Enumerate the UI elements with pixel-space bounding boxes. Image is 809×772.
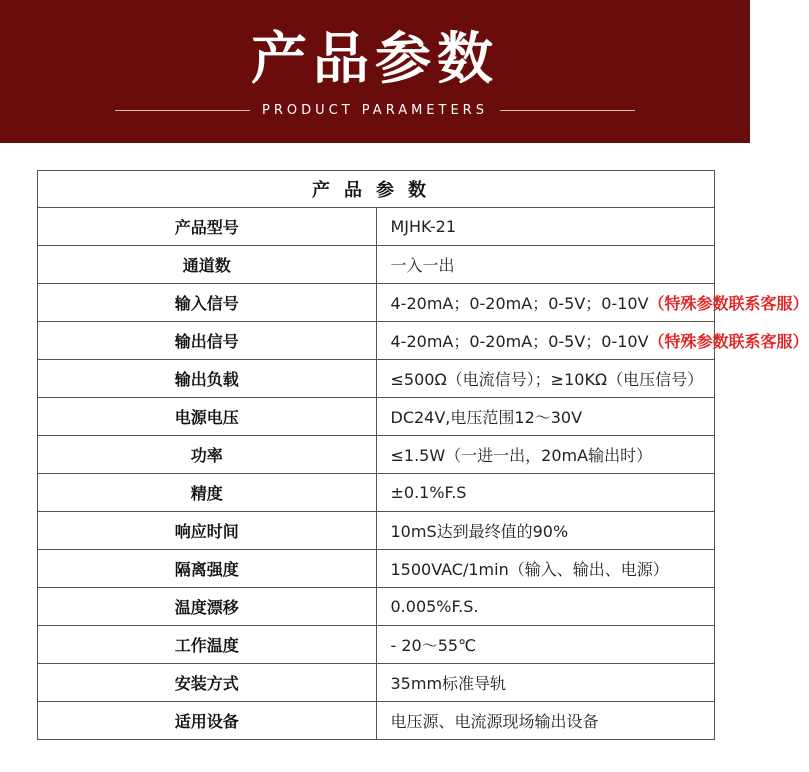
param-label: 响应时间	[38, 512, 377, 550]
param-value-cell	[376, 208, 715, 246]
param-value: 35mm标准导轨	[390, 674, 507, 693]
param-label: 输入信号	[38, 284, 377, 322]
param-label: 隔离强度	[38, 550, 377, 588]
table-row	[38, 550, 715, 588]
table-row	[38, 626, 715, 664]
param-value: DC24V,电压范围12～30V	[390, 408, 583, 427]
param-label: 安装方式	[38, 664, 377, 702]
param-value-cell	[376, 626, 715, 664]
param-label: 温度漂移	[38, 588, 377, 626]
param-value-cell	[376, 398, 715, 436]
param-value-cell	[376, 474, 715, 512]
param-value: ±0.1%F.S	[390, 483, 467, 502]
param-value: 0.005%F.S.	[390, 597, 479, 616]
param-label: 精度	[38, 474, 377, 512]
table-body	[38, 208, 809, 740]
param-value-cell	[376, 550, 715, 588]
param-value: 10mS达到最终值的90%	[390, 522, 569, 541]
table-row	[38, 398, 715, 436]
param-value: ≤1.5W（一进一出，20mA输出时）	[390, 446, 653, 465]
param-value: 一入一出	[390, 256, 455, 275]
table-row	[38, 664, 715, 702]
param-label: 输出负载	[38, 360, 377, 398]
spec-table	[37, 170, 809, 740]
param-note: （特殊参数联系客服）	[648, 332, 809, 351]
param-value: 电压源、电流源现场输出设备	[390, 712, 599, 731]
header-banner	[0, 0, 750, 143]
divider-right	[500, 110, 635, 111]
banner-title: 产品参数	[251, 27, 499, 92]
table-row	[38, 702, 715, 740]
table-row	[38, 284, 715, 322]
param-value: ≤500Ω（电流信号）；≥10KΩ（电压信号）	[390, 370, 704, 389]
param-value-cell	[376, 588, 715, 626]
param-value-cell	[376, 246, 715, 284]
param-label: 输出信号	[38, 322, 377, 360]
banner-subtitle: PRODUCT PARAMETERS	[262, 102, 488, 118]
table-header-row	[38, 171, 715, 208]
param-label: 产品型号	[38, 208, 377, 246]
table-row	[38, 208, 715, 246]
param-value: 1500VAC/1min（输入、输出、电源）	[390, 560, 669, 579]
param-label: 功率	[38, 436, 377, 474]
param-value: 4-20mA；0-20mA；0-5V；0-10V	[390, 294, 649, 313]
param-value-cell	[376, 360, 715, 398]
table-row	[38, 436, 715, 474]
param-value-cell	[376, 664, 715, 702]
param-value-cell	[376, 512, 715, 550]
table-row	[38, 588, 715, 626]
param-label: 电源电压	[38, 398, 377, 436]
param-label: 适用设备	[38, 702, 377, 740]
table-row	[38, 474, 715, 512]
banner-subtitle-row	[0, 100, 750, 120]
param-value-cell	[376, 436, 715, 474]
param-value: 4-20mA；0-20mA；0-5V；0-10V	[390, 332, 649, 351]
divider-left	[115, 110, 250, 111]
param-value: MJHK-21	[390, 217, 456, 236]
param-value: - 20～55℃	[390, 636, 477, 655]
param-value-cell	[376, 284, 809, 322]
table-row	[38, 246, 715, 284]
param-note: （特殊参数联系客服）	[648, 294, 809, 313]
param-value-cell	[376, 322, 809, 360]
table-header: 产品参数	[38, 171, 715, 208]
param-value-cell	[376, 702, 715, 740]
table-row	[38, 360, 715, 398]
table-row	[38, 322, 715, 360]
table-row	[38, 512, 715, 550]
param-label: 工作温度	[38, 626, 377, 664]
param-label: 通道数	[38, 246, 377, 284]
